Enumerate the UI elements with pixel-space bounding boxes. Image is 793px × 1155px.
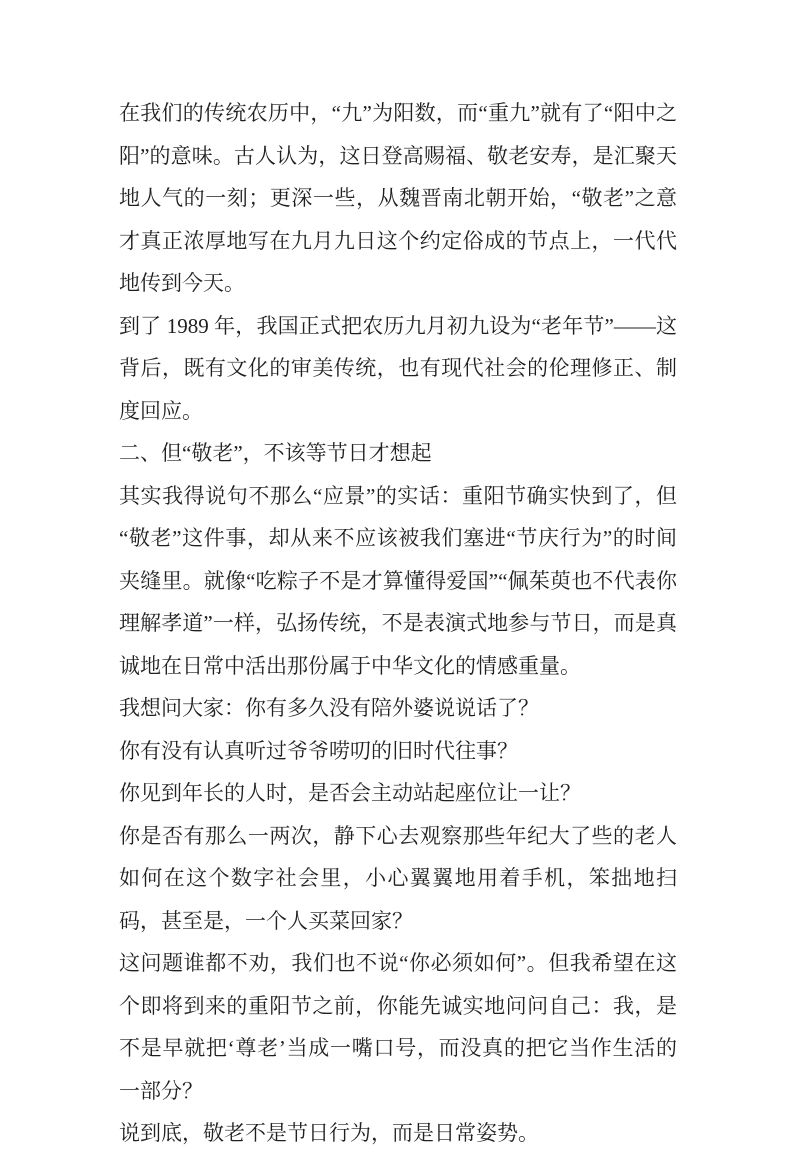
paragraph-ask-yourself: 这问题谁都不劝，我们也不说“你必须如何”。但我希望在这个即将到来的重阳节之前，你能先诚实地问问自己：我，是不是早就把‘尊老’当成一嘴口号，而没真的把它当作生活的一部分？: [119, 951, 677, 1103]
paragraph-history-origin: 在我们的传统农历中，“九”为阳数，而“重九”就有了“阳中之阳”的意味。古人认为，这日登高赐福、敬老安寿，是汇聚天地人气的一刻；更深一些，从魏晋南北朝开始，“敬老”之意才真正浓厚地写在九月九日这个约定俗成的节点上，一代代地传到今天。: [119, 101, 677, 295]
paragraph-1989-senior-day: 到了 1989 年，我国正式把农历九月初九设为“老年节”——这背后，既有文化的审美传统，也有现代社会的伦理修正、制度回应。: [119, 313, 677, 423]
section-heading-2: 二、但“敬老”，不该等节日才想起: [119, 441, 432, 465]
paragraph-question-grandpa: 你有没有认真听过爷爷唠叨的旧时代往事？: [119, 738, 518, 763]
paragraph-question-seat: 你见到年长的人时，是否会主动站起座位让一让？: [119, 781, 581, 805]
paragraph-conclusion: 说到底，敬老不是节日行为，而是日常姿势。: [119, 1121, 539, 1145]
paragraph-question-observe-elderly: 你是否有那么一两次，静下心去观察那些年纪大了些的老人如何在这个数字社会里，小心翼翼地用着手机，笨拙地扫码，甚至是，一个人买菜回家？: [119, 823, 677, 933]
document-text-body: [119, 92, 677, 1155]
paragraph-honest-words: 其实我得说句不那么“应景”的实话：重阳节确实快到了，但“敬老”这件事，却从来不应该被我们塞进“节庆行为”的时间夹缝里。就像“吃粽子不是才算懂得爱国”“佩茱萸也不代表你理解孝道”一样，弘扬传统，不是表演式地参与节日，而是真诚地在日常中活出那份属于中华文化的情感重量。: [119, 483, 677, 678]
paragraph-question-grandma: 我想问大家：你有多久没有陪外婆说说话了？: [119, 696, 539, 720]
